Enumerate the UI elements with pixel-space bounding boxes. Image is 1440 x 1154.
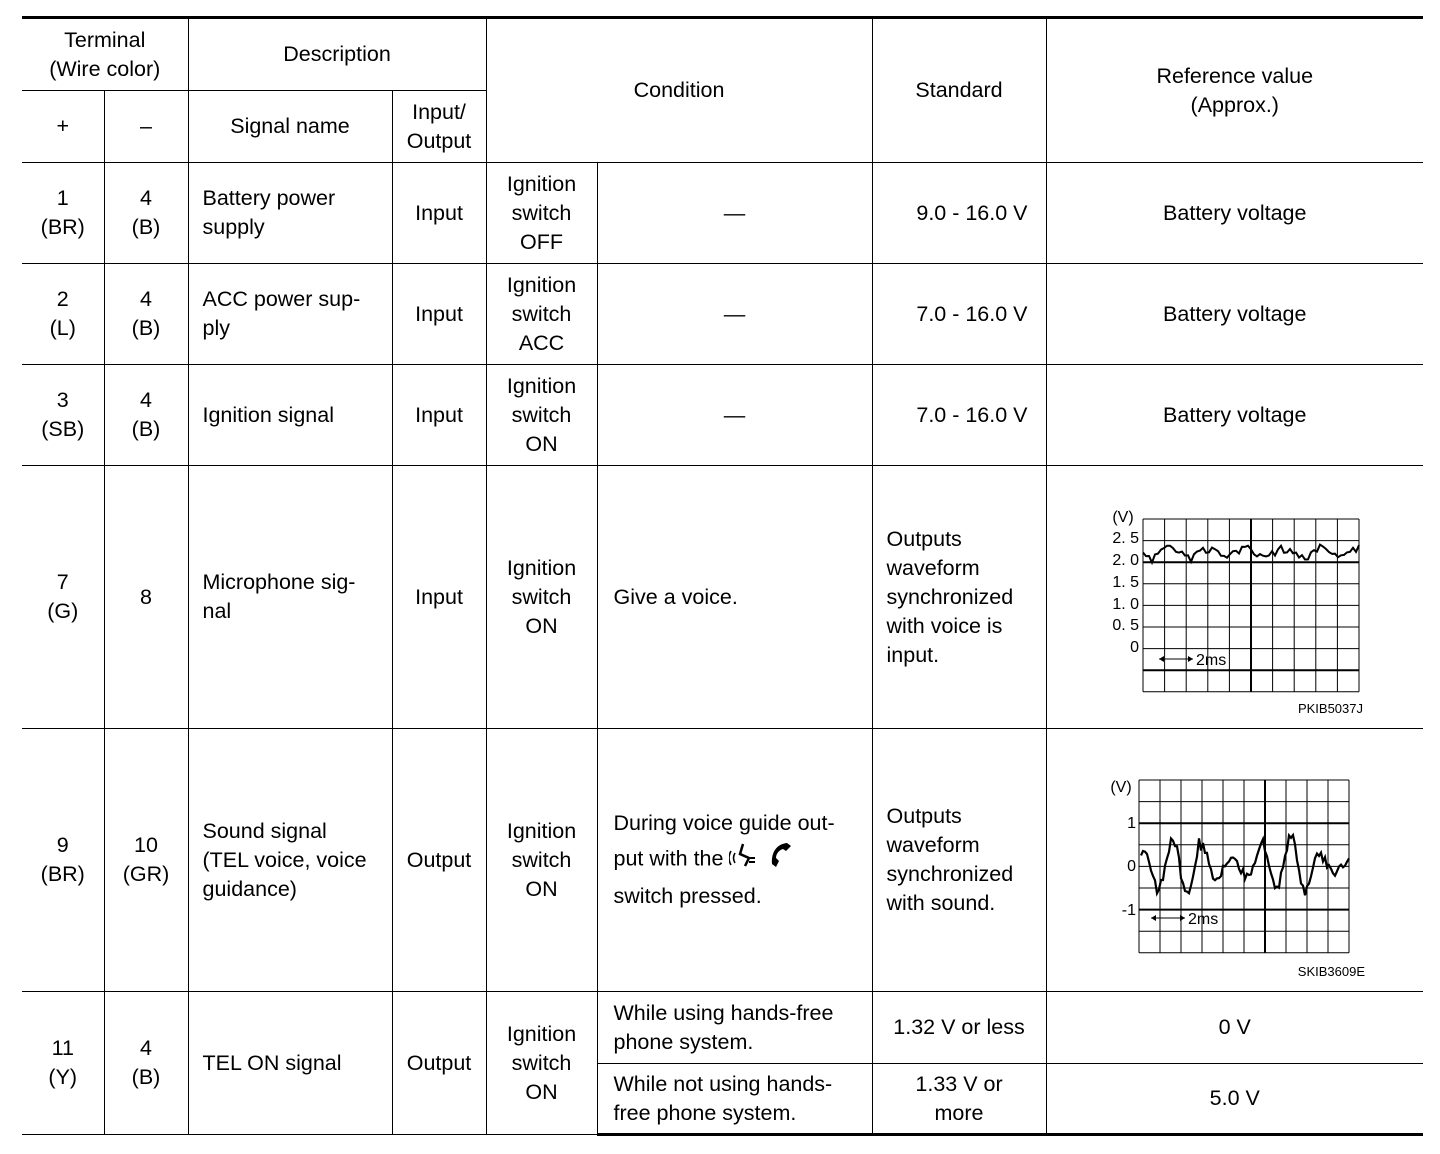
ignition-condition: Ignition switch OFF bbox=[486, 163, 597, 264]
header-row-1 bbox=[22, 18, 1423, 91]
ignition-condition: Ignition switch ON bbox=[486, 466, 597, 729]
waveform-y-ticks bbox=[1112, 530, 1139, 656]
reference-waveform-cell bbox=[1046, 729, 1423, 992]
ignition-condition: Ignition switch ON bbox=[486, 992, 597, 1135]
sound-waveform bbox=[1047, 730, 1423, 990]
y-tick-label: 0 bbox=[1126, 858, 1136, 875]
header-minus: – bbox=[104, 91, 188, 163]
y-tick-label: -1 bbox=[1121, 902, 1136, 919]
ignition-condition: Ignition switch ON bbox=[486, 365, 597, 466]
waveform-unit-label: (V) bbox=[1109, 779, 1132, 796]
time-scale-marker bbox=[1159, 652, 1226, 669]
condition: While not using hands- free phone system. bbox=[597, 1064, 872, 1135]
terminal-plus: 1 (BR) bbox=[22, 163, 104, 264]
signal-name: Ignition signal bbox=[188, 365, 392, 466]
time-scale-label: 2ms bbox=[1187, 911, 1218, 928]
terminal-minus: 4 (B) bbox=[104, 992, 188, 1135]
signal-name: Microphone sig- nal bbox=[188, 466, 392, 729]
condition: While using hands-free phone system. bbox=[597, 992, 872, 1064]
header-terminal: Terminal (Wire color) bbox=[22, 18, 188, 91]
reference-value: Battery voltage bbox=[1046, 163, 1423, 264]
terminal-plus: 9 (BR) bbox=[22, 729, 104, 992]
header-plus: + bbox=[22, 91, 104, 163]
input-output: Input bbox=[392, 163, 486, 264]
terminal-spec-table bbox=[22, 16, 1423, 1136]
terminal-plus: 2 (L) bbox=[22, 264, 104, 365]
reference-value: 0 V bbox=[1046, 992, 1423, 1064]
ignition-condition: Ignition switch ACC bbox=[486, 264, 597, 365]
condition: — bbox=[597, 163, 872, 264]
terminal-minus: 10 (GR) bbox=[104, 729, 188, 992]
input-output: Input bbox=[392, 466, 486, 729]
waveform-unit-label: (V) bbox=[1111, 509, 1134, 526]
table-row bbox=[22, 163, 1423, 264]
input-output: Output bbox=[392, 729, 486, 992]
y-tick-label: 0. 5 bbox=[1111, 617, 1139, 634]
phone-switch-icon bbox=[765, 840, 795, 880]
terminal-minus: 4 (B) bbox=[104, 365, 188, 466]
standard-value: 7.0 - 16.0 V bbox=[872, 264, 1046, 365]
standard-value: 9.0 - 16.0 V bbox=[872, 163, 1046, 264]
signal-name: Sound signal (TEL voice, voice guidance) bbox=[188, 729, 392, 992]
signal-name: Battery power supply bbox=[188, 163, 392, 264]
reference-value: Battery voltage bbox=[1046, 365, 1423, 466]
reference-value: 5.0 V bbox=[1046, 1064, 1423, 1135]
terminal-minus: 4 (B) bbox=[104, 264, 188, 365]
voice-switch-icon bbox=[729, 841, 759, 879]
y-tick-label: 2. 5 bbox=[1111, 530, 1139, 547]
y-tick-label: 0 bbox=[1129, 639, 1139, 656]
y-tick-label: 2. 0 bbox=[1111, 552, 1139, 569]
terminal-plus: 7 (G) bbox=[22, 466, 104, 729]
waveform-trace bbox=[1141, 835, 1349, 895]
reference-value: Battery voltage bbox=[1046, 264, 1423, 365]
standard-value: 1.32 V or less bbox=[872, 992, 1046, 1064]
waveform-grid bbox=[1139, 780, 1349, 953]
figure-code: PKIB5037J bbox=[1297, 701, 1363, 716]
terminal-minus: 8 bbox=[104, 466, 188, 729]
header-signal-name: Signal name bbox=[188, 91, 392, 163]
table-row bbox=[22, 365, 1423, 466]
input-output: Output bbox=[392, 992, 486, 1135]
standard-value: Outputs waveform synchronized with sound. bbox=[872, 729, 1046, 992]
condition-line: During voice guide out- bbox=[613, 811, 835, 835]
waveform-grid bbox=[1143, 519, 1359, 692]
terminal-plus: 11 (Y) bbox=[22, 992, 104, 1135]
header-reference: Reference value (Approx.) bbox=[1046, 18, 1423, 163]
standard-value: 7.0 - 16.0 V bbox=[872, 365, 1046, 466]
input-output: Input bbox=[392, 365, 486, 466]
y-tick-label: 1 bbox=[1126, 815, 1136, 832]
table-row bbox=[22, 992, 1423, 1064]
input-output: Input bbox=[392, 264, 486, 365]
ignition-condition: Ignition switch ON bbox=[486, 729, 597, 992]
header-standard: Standard bbox=[872, 18, 1046, 163]
table-row bbox=[22, 466, 1423, 729]
condition-line: switch pressed. bbox=[613, 884, 762, 908]
y-tick-label: 1. 5 bbox=[1111, 574, 1139, 591]
condition-line: put with the bbox=[613, 846, 724, 871]
waveform-y-ticks bbox=[1121, 815, 1135, 919]
condition bbox=[597, 729, 872, 992]
y-tick-label: 1. 0 bbox=[1111, 596, 1139, 613]
table-row bbox=[22, 729, 1423, 992]
figure-code: SKIB3609E bbox=[1297, 964, 1365, 979]
microphone-waveform bbox=[1047, 467, 1423, 727]
time-scale-label: 2ms bbox=[1195, 652, 1226, 669]
header-description: Description bbox=[188, 18, 486, 91]
time-scale-marker bbox=[1151, 911, 1218, 928]
header-input-output: Input/ Output bbox=[392, 91, 486, 163]
signal-name: TEL ON signal bbox=[188, 992, 392, 1135]
standard-value: Outputs waveform synchronized with voice is input. bbox=[872, 466, 1046, 729]
condition: — bbox=[597, 264, 872, 365]
terminal-plus: 3 (SB) bbox=[22, 365, 104, 466]
table-row bbox=[22, 264, 1423, 365]
condition: Give a voice. bbox=[597, 466, 872, 729]
standard-value: 1.33 V or more bbox=[872, 1064, 1046, 1135]
reference-waveform-cell bbox=[1046, 466, 1423, 729]
terminal-minus: 4 (B) bbox=[104, 163, 188, 264]
condition: — bbox=[597, 365, 872, 466]
signal-name: ACC power sup- ply bbox=[188, 264, 392, 365]
header-condition: Condition bbox=[486, 18, 872, 163]
